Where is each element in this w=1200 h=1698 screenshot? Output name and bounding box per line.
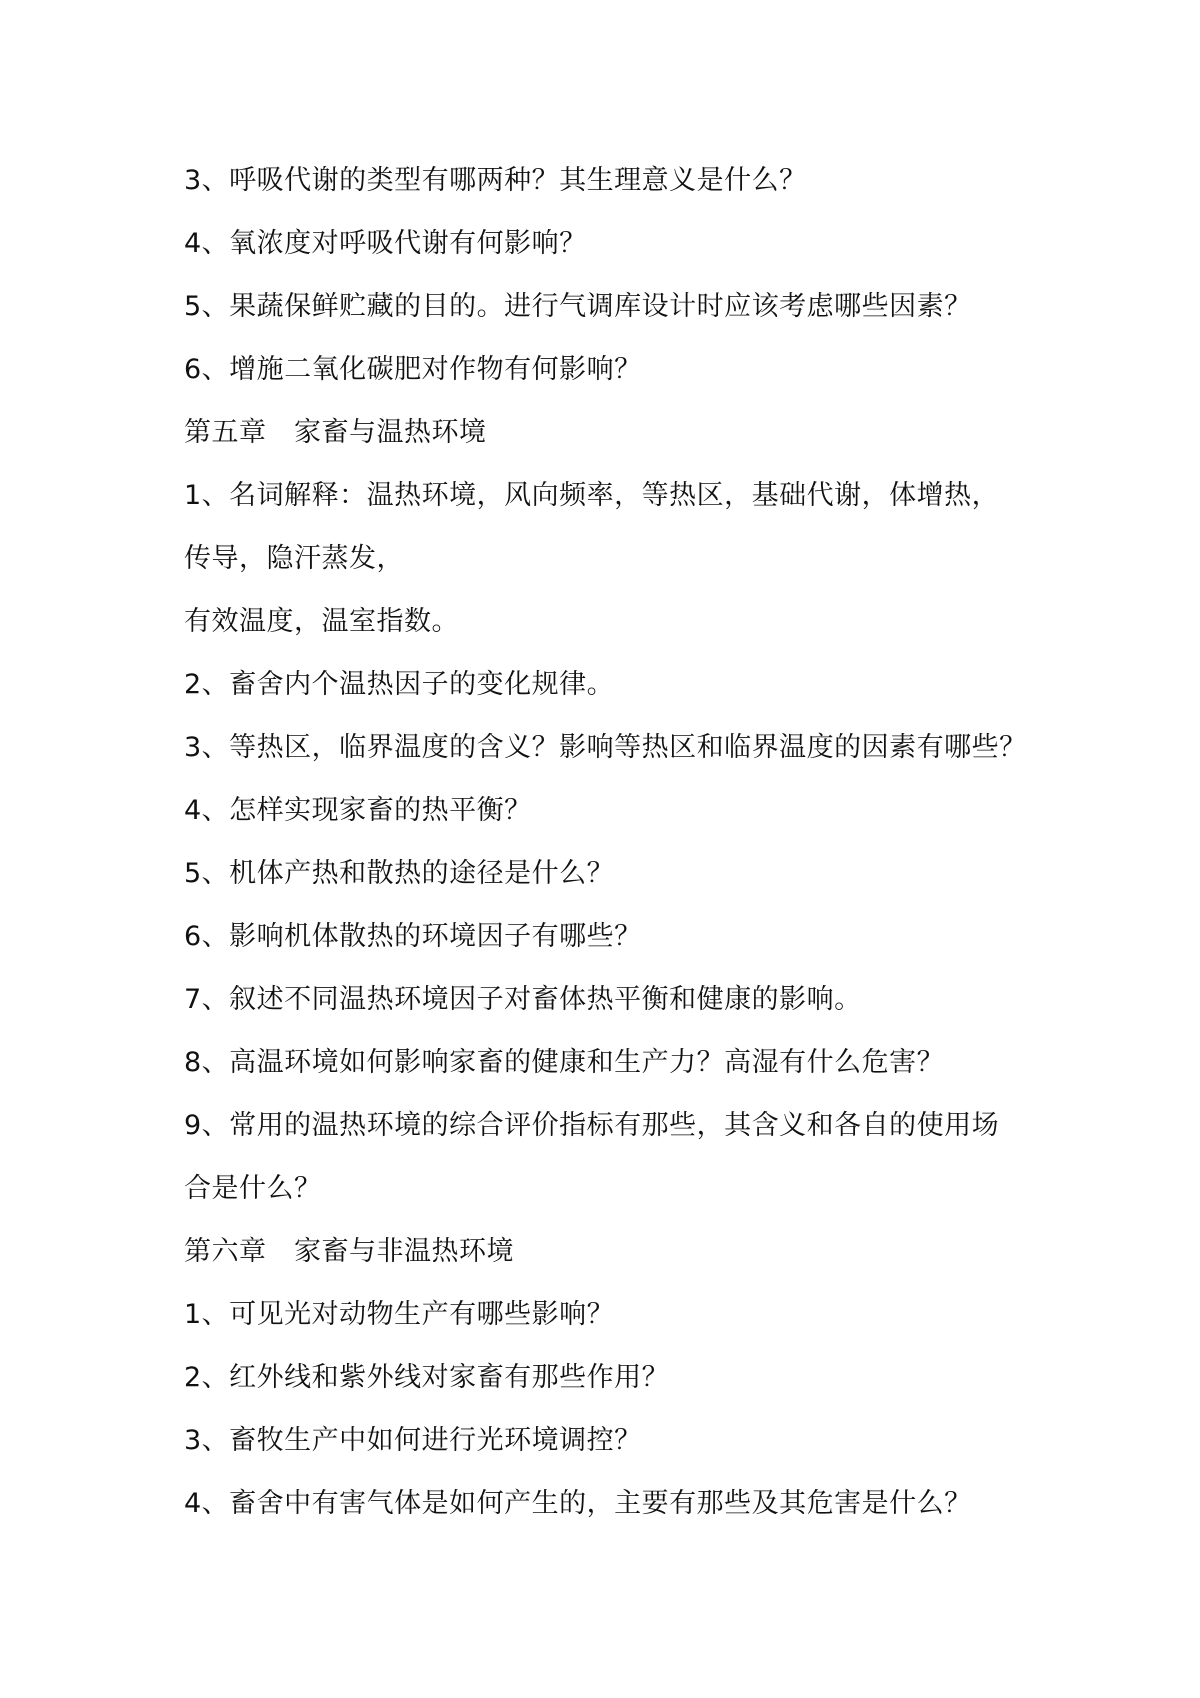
question-line: 4、氧浓度对呼吸代谢有何影响？ [184, 228, 587, 259]
question-line: 3、呼吸代谢的类型有哪两种？其生理意义是什么？ [184, 165, 807, 196]
chapter-heading: 第五章 家畜与温热环境 [184, 417, 487, 448]
question-line: 3、等热区，临界温度的含义？影响等热区和临界温度的因素有哪些？ [184, 732, 1027, 763]
question-line: 8、高温环境如何影响家畜的健康和生产力？高湿有什么危害？ [184, 1047, 945, 1078]
question-line: 4、怎样实现家畜的热平衡？ [184, 795, 532, 826]
question-line: 5、果蔬保鲜贮藏的目的。进行气调库设计时应该考虑哪些因素？ [184, 291, 972, 322]
question-line: 1、名词解释：温热环境，风向频率，等热区，基础代谢，体增热， [184, 480, 1000, 511]
question-line: 2、红外线和紫外线对家畜有那些作用？ [184, 1362, 670, 1393]
chapter-heading: 第六章 家畜与非温热环境 [184, 1236, 514, 1267]
document-body [184, 149, 1044, 1535]
question-line: 7、叙述不同温热环境因子对畜体热平衡和健康的影响。 [184, 984, 862, 1015]
question-line-continuation: 合是什么？ [184, 1173, 322, 1204]
question-line: 6、增施二氧化碳肥对作物有何影响？ [184, 354, 642, 385]
question-line: 9、常用的温热环境的综合评价指标有那些，其含义和各自的使用场 [184, 1110, 1000, 1141]
question-line-continuation: 传导，隐汗蒸发， [184, 543, 404, 574]
question-line: 1、可见光对动物生产有哪些影响？ [184, 1299, 615, 1330]
question-line: 4、畜舍中有害气体是如何产生的，主要有那些及其危害是什么？ [184, 1488, 972, 1519]
question-line: 2、畜舍内个温热因子的变化规律。 [184, 669, 615, 700]
question-line-continuation: 有效温度，温室指数。 [184, 606, 459, 637]
question-line: 5、机体产热和散热的途径是什么？ [184, 858, 615, 889]
question-line: 3、畜牧生产中如何进行光环境调控？ [184, 1425, 642, 1456]
question-line: 6、影响机体散热的环境因子有哪些？ [184, 921, 642, 952]
